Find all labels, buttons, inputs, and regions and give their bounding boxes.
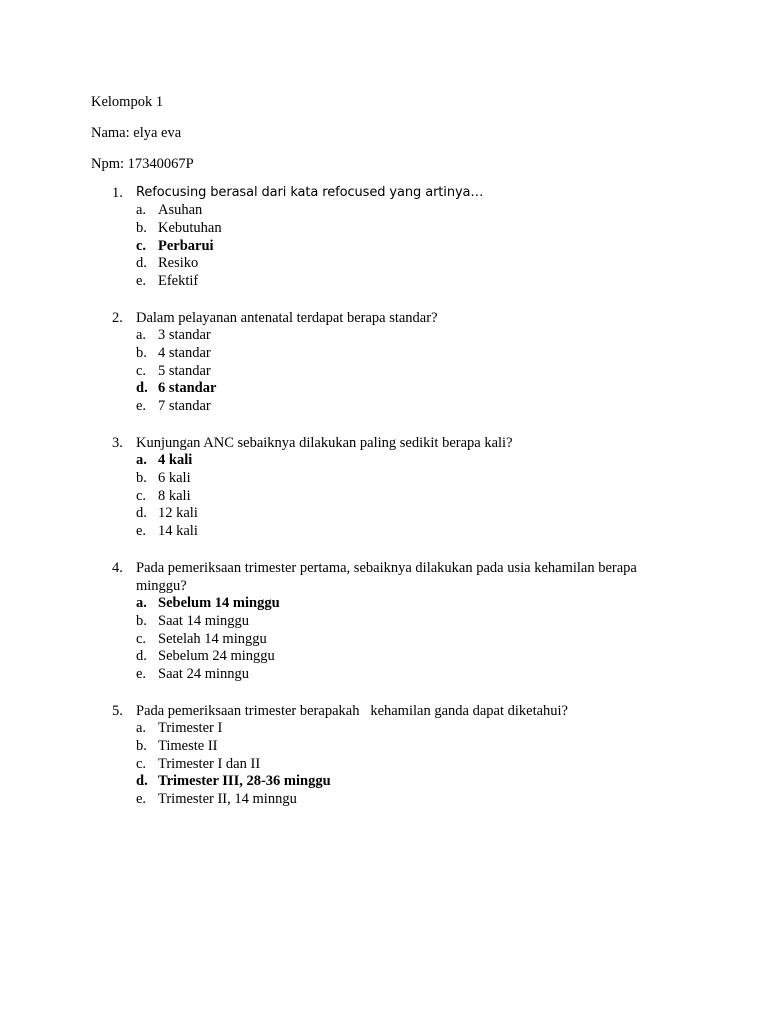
- option-letter: b.: [136, 219, 147, 236]
- option-text: 7 standar: [158, 398, 211, 415]
- option-text: Trimester I dan II: [158, 755, 261, 772]
- answer-options: [112, 452, 672, 541]
- option-text: 3 standar: [158, 326, 211, 343]
- answer-option-correct: [136, 773, 672, 791]
- question-4: [112, 559, 672, 684]
- answer-option: [136, 345, 672, 363]
- answer-option: [136, 273, 672, 291]
- question-2: [112, 309, 672, 416]
- question-row: [112, 559, 672, 595]
- answer-option: [136, 523, 672, 541]
- answer-option-correct: [136, 238, 672, 256]
- option-text: Trimester III, 28-36 minggu: [158, 773, 331, 790]
- option-letter: b.: [136, 612, 147, 629]
- answer-option: [136, 613, 672, 631]
- answer-option: [136, 738, 672, 756]
- option-letter: a.: [136, 719, 147, 736]
- option-letter: d.: [136, 773, 148, 790]
- option-text: Sebelum 24 minggu: [158, 648, 275, 665]
- option-letter: a.: [136, 202, 147, 218]
- option-text: 8 kali: [158, 487, 191, 504]
- question-row: [112, 434, 672, 452]
- option-letter: d.: [136, 380, 148, 397]
- answer-option: [136, 666, 672, 684]
- option-letter: e.: [136, 398, 147, 415]
- option-letter: e.: [136, 273, 147, 290]
- option-letter: c.: [136, 755, 147, 772]
- answer-options: [112, 327, 672, 416]
- question-5: [112, 702, 672, 809]
- option-text: 4 kali: [158, 451, 193, 468]
- question-text: Kunjungan ANC sebaiknya dilakukan paling sedikit berapa kali?: [136, 434, 513, 451]
- answer-option: [136, 255, 672, 273]
- answer-option: [136, 398, 672, 416]
- student-npm: Npm: 17340067P: [91, 156, 194, 172]
- question-list: [112, 184, 672, 827]
- question-number: 3.: [112, 434, 123, 451]
- option-letter: d.: [136, 648, 147, 665]
- question-row: [112, 309, 672, 327]
- option-text: Saat 24 minngu: [158, 666, 250, 683]
- option-text: 6 standar: [158, 380, 217, 397]
- question-text: Pada pemeriksaan trimester berapakah kehamilan ganda dapat diketahui?: [136, 702, 568, 719]
- option-letter: b.: [136, 344, 147, 361]
- answer-option: [136, 720, 672, 738]
- option-text: Trimester I: [158, 719, 223, 736]
- option-text: Sebelum 14 minggu: [158, 594, 280, 611]
- student-name: Nama: elya eva: [91, 125, 182, 141]
- option-text: Timeste II: [158, 737, 218, 754]
- question-row: [112, 184, 672, 202]
- option-text: Kebutuhan: [158, 219, 222, 236]
- option-letter: c.: [136, 630, 147, 647]
- question-number: 4.: [112, 559, 123, 576]
- question-number: 1.: [112, 185, 123, 201]
- answer-option: [136, 488, 672, 506]
- answer-options: [112, 202, 672, 291]
- option-letter: c.: [136, 237, 147, 254]
- option-letter: e.: [136, 523, 147, 540]
- option-letter: e.: [136, 666, 147, 683]
- answer-option: [136, 756, 672, 774]
- option-text: Setelah 14 minggu: [158, 630, 267, 647]
- answer-option-correct: [136, 595, 672, 613]
- group-label: Kelompok 1: [91, 94, 164, 110]
- answer-option: [136, 220, 672, 238]
- option-text: Perbarui: [158, 237, 214, 254]
- option-text: Resiko: [158, 255, 199, 272]
- option-letter: a.: [136, 594, 147, 611]
- option-text: 6 kali: [158, 469, 191, 486]
- option-letter: a.: [136, 451, 147, 468]
- answer-option: [136, 631, 672, 649]
- option-letter: e.: [136, 791, 147, 808]
- question-number: 2.: [112, 309, 123, 326]
- option-text: Asuhan: [158, 202, 203, 218]
- question-1: [112, 184, 672, 291]
- answer-option: [136, 505, 672, 523]
- question-row: [112, 702, 672, 720]
- answer-options: [112, 595, 672, 684]
- answer-option: [136, 470, 672, 488]
- option-text: 14 kali: [158, 523, 198, 540]
- option-text: Trimester II, 14 minngu: [158, 791, 297, 808]
- option-text: 12 kali: [158, 505, 198, 522]
- option-text: Efektif: [158, 273, 199, 290]
- answer-option: [136, 202, 672, 220]
- option-letter: d.: [136, 505, 147, 522]
- option-letter: b.: [136, 737, 147, 754]
- question-text: Dalam pelayanan antenatal terdapat berapa standar?: [136, 309, 438, 326]
- question-text: Pada pemeriksaan trimester pertama, sebaiknya dilakukan pada usia kehamilan berapa minggu?: [136, 559, 641, 594]
- option-letter: b.: [136, 469, 147, 486]
- answer-option: [136, 363, 672, 381]
- option-letter: d.: [136, 255, 147, 272]
- answer-option: [136, 648, 672, 666]
- answer-option-correct: [136, 380, 672, 398]
- question-text: Refocusing berasal dari kata refocused yang artinya…: [136, 185, 484, 200]
- answer-option-correct: [136, 452, 672, 470]
- option-text: 5 standar: [158, 362, 211, 379]
- question-3: [112, 434, 672, 541]
- option-letter: c.: [136, 487, 147, 504]
- option-text: 4 standar: [158, 344, 211, 361]
- answer-options: [112, 720, 672, 809]
- question-number: 5.: [112, 702, 123, 719]
- answer-option: [136, 327, 672, 345]
- option-letter: c.: [136, 362, 147, 379]
- option-letter: a.: [136, 326, 147, 343]
- option-text: Saat 14 minggu: [158, 612, 250, 629]
- answer-option: [136, 791, 672, 809]
